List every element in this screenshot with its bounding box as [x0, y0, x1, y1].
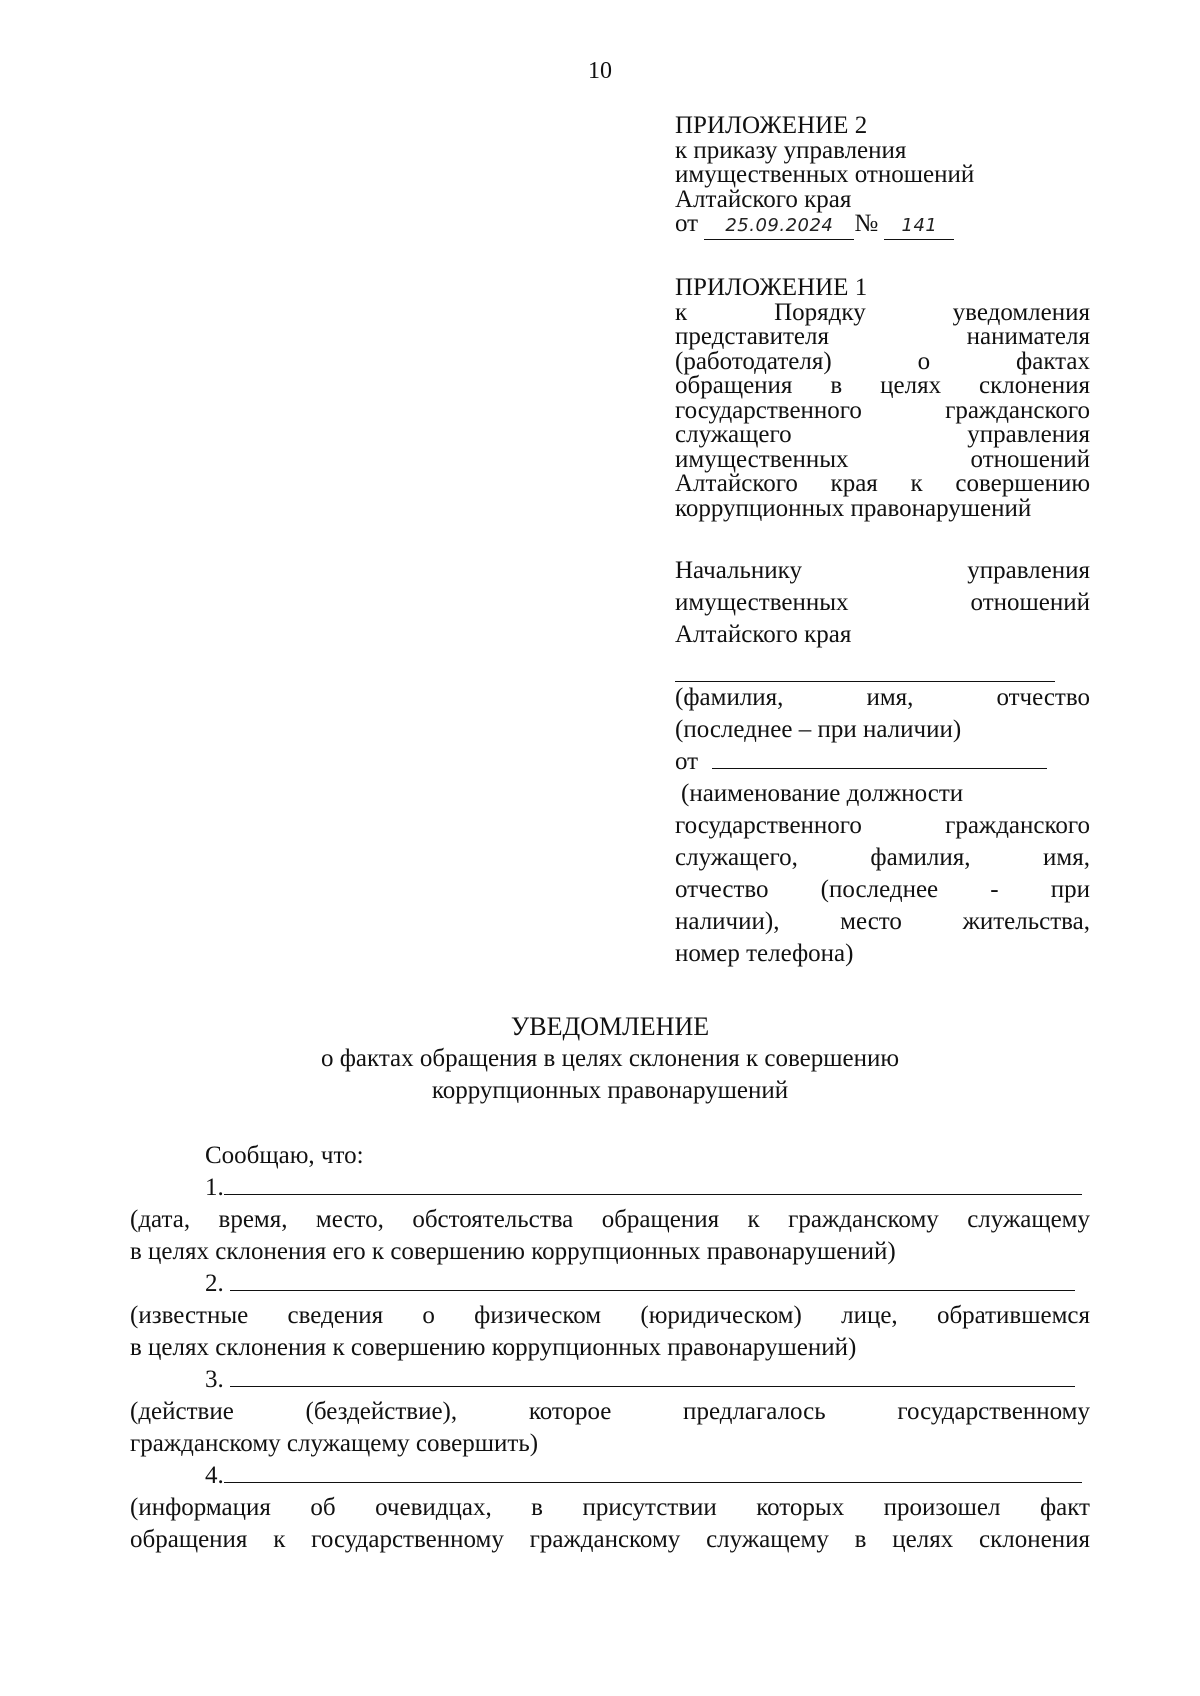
addressee-line: имущественных отношений: [675, 589, 1090, 616]
item-hint: в целях склонения его к совершению коррупционных правонарушений): [130, 1238, 896, 1265]
item-fill-line: [230, 1366, 1075, 1387]
order-number-field: [884, 212, 954, 240]
position-hint: (наименование должности: [681, 780, 964, 807]
page-number: 10: [588, 58, 612, 84]
from-label: от: [675, 748, 699, 775]
appendix-1-line: представителя нанимателя: [675, 323, 1090, 350]
appendix-1-line: к Порядку уведомления: [675, 298, 1090, 326]
appendix-2-line: имущественных отношений: [675, 161, 975, 188]
item-hint: в целях склонения к совершению коррупционных правонарушений): [130, 1334, 857, 1361]
item-number: 2.: [205, 1270, 224, 1297]
addressee-line: Алтайского края: [675, 621, 852, 648]
appendix-1-line: имущественных отношений: [675, 445, 1090, 473]
position-hint: государственного гражданского: [675, 812, 1090, 839]
order-date-number: [675, 212, 1090, 240]
item-row: [130, 1172, 1090, 1204]
appendix-1-line: (работодателя) о фактах: [675, 347, 1090, 375]
item-fill-line: [224, 1174, 1082, 1195]
order-date-field: [704, 212, 854, 240]
addressee-line: Начальнику управления: [675, 557, 1090, 584]
item-hint: (известные сведения о физическом (юридическом) лице, обратившемся: [130, 1302, 1090, 1329]
addressee-name-line: [675, 651, 1055, 682]
from-label: от: [675, 210, 699, 237]
notice-title: УВЕДОМЛЕНИЕ: [510, 1012, 710, 1041]
fio-hint: (фамилия, имя, отчество: [675, 684, 1090, 711]
fio-hint-2: (последнее – при наличии): [675, 716, 962, 743]
item-fill-line: [230, 1270, 1075, 1291]
item-fill-line: [224, 1462, 1082, 1483]
item-row: [130, 1268, 1090, 1300]
appendix-2-title: ПРИЛОЖЕНИЕ 2: [675, 112, 868, 139]
item-hint: (информация об очевидцах, в присутствии которых произошел факт: [130, 1494, 1090, 1521]
appendix-2-block: [675, 114, 1090, 240]
order-date-handwritten: 25.09.2024: [725, 215, 834, 236]
item-row: [130, 1364, 1090, 1396]
item-hint: (действие (бездействие), которое предлагалось государственному: [130, 1398, 1090, 1425]
addressee-block: [675, 555, 1090, 970]
appendix-2-line: к приказу управления: [675, 136, 907, 164]
item-number: 3.: [205, 1366, 224, 1393]
from-field-line: [712, 746, 1047, 769]
appendix-1-line: коррупционных правонарушений: [675, 494, 1032, 522]
appendix-1-block: [675, 276, 1090, 521]
notice-subtitle: о фактах обращения в целях склонения к совершению: [320, 1045, 900, 1072]
appendix-1-line: государственного гражданского: [675, 396, 1090, 424]
order-number-handwritten: 141: [901, 215, 938, 236]
notice-intro: Сообщаю, что:: [205, 1142, 364, 1169]
item-number: 1.: [205, 1174, 224, 1201]
notice-body: [130, 1140, 1090, 1556]
from-row: [675, 746, 1090, 778]
notice-subtitle: коррупционных правонарушений: [431, 1077, 789, 1104]
item-hint: обращения к государственному гражданскому служащему в целях склонения: [130, 1526, 1090, 1553]
appendix-1-line: служащего управления: [675, 421, 1090, 448]
appendix-2-line: Алтайского края: [675, 185, 852, 213]
position-hint: наличии), место жительства,: [675, 908, 1090, 935]
appendix-1-line: Алтайского края к совершению: [675, 470, 1090, 497]
position-hint: номер телефона): [675, 940, 854, 967]
item-number: 4.: [205, 1462, 224, 1489]
item-hint: гражданскому служащему совершить): [130, 1430, 539, 1457]
position-hint: отчество (последнее - при: [675, 876, 1090, 903]
appendix-1-line: обращения в целях склонения: [675, 372, 1090, 399]
item-row: [130, 1460, 1090, 1492]
item-hint: (дата, время, место, обстоятельства обращения к гражданскому служащему: [130, 1206, 1090, 1233]
position-hint: служащего, фамилия, имя,: [675, 844, 1090, 871]
number-label: №: [854, 210, 879, 237]
appendix-1-title: ПРИЛОЖЕНИЕ 1: [675, 274, 868, 301]
